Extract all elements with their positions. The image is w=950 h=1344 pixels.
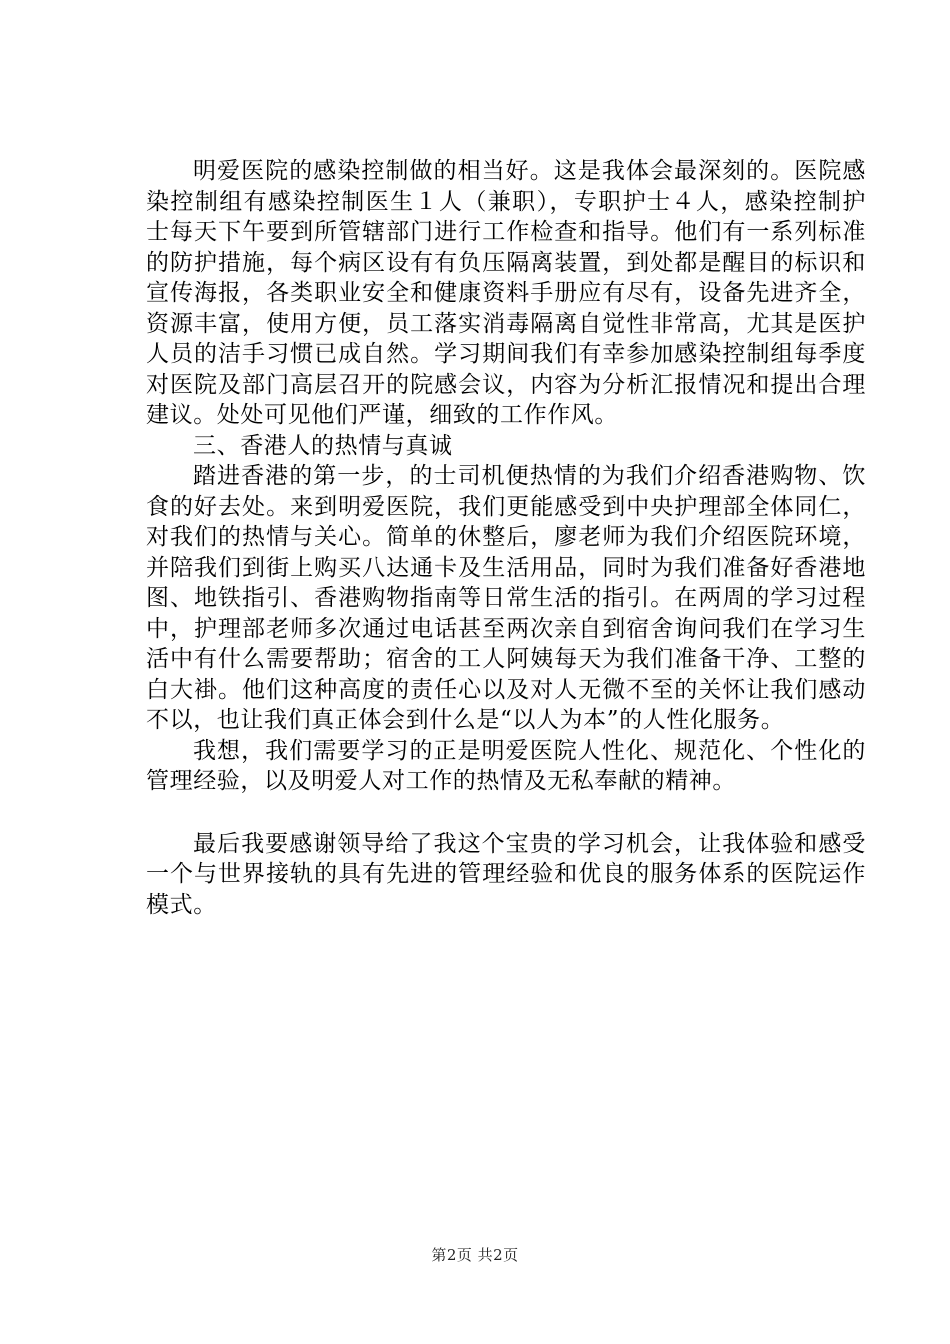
paragraph-spacer — [146, 797, 866, 829]
paragraph-infection-control: 明爱医院的感染控制做的相当好。这是我体会最深刻的。医院感染控制组有感染控制医生１人（兼职），专职护士４人，感染控制护士每天下午要到所管辖部门进行工作检查和指导。他们有一系列标准的防护措施，每个病区设有有负压隔离装置，到处都是醒目的标识和宣传海报，各类职业安全和健康资料手册应有尽有，设备先进齐全，资源丰富，使用方便，员工落实消毒隔离自觉性非常高，尤其是医护人员的洁手习惯已成自然。学习期间我们有幸参加感染控制组每季度对医院及部门高层召开的院感会议，内容为分析汇报情况和提出合理建议。处处可见他们严谨，细致的工作作风。 — [146, 158, 866, 428]
page-number: 第2页 共2页 — [431, 1246, 519, 1264]
paragraph-hongkong-warmth: 踏进香港的第一步，的士司机便热情的为我们介绍香港购物、饮食的好去处。来到明爱医院，我们更能感受到中央护理部全体同仁，对我们的热情与关心。简单的休整后，廖老师为我们介绍医院环境，并陪我们到街上购买八达通卡及生活用品，同时为我们准备好香港地图、地铁指引、香港购物指南等日常生活的指引。在两周的学习过程中，护理部老师多次通过电话甚至两次亲自到宿舍询问我们在学习生活中有什么需要帮助；宿舍的工人阿姨每天为我们准备干净、工整的白大褂。他们这种高度的责任心以及对人无微不至的关怀让我们感动不以，也让我们真正体会到什么是“以人为本”的人性化服务。 — [146, 463, 866, 733]
paragraph-learning-summary: 我想，我们需要学习的正是明爱医院人性化、规范化、个性化的管理经验，以及明爱人对工作的热情及无私奉献的精神。 — [146, 737, 866, 794]
section-heading-hongkong-warmth: 三、香港人的热情与真诚 — [193, 432, 453, 459]
page-footer — [0, 1244, 950, 1265]
document-body — [146, 156, 866, 920]
paragraph-closing-thanks: 最后我要感谢领导给了我这个宝贵的学习机会，让我体验和感受一个与世界接轨的具有先进的管理经验和优良的服务体系的医院运作模式。 — [146, 830, 866, 918]
